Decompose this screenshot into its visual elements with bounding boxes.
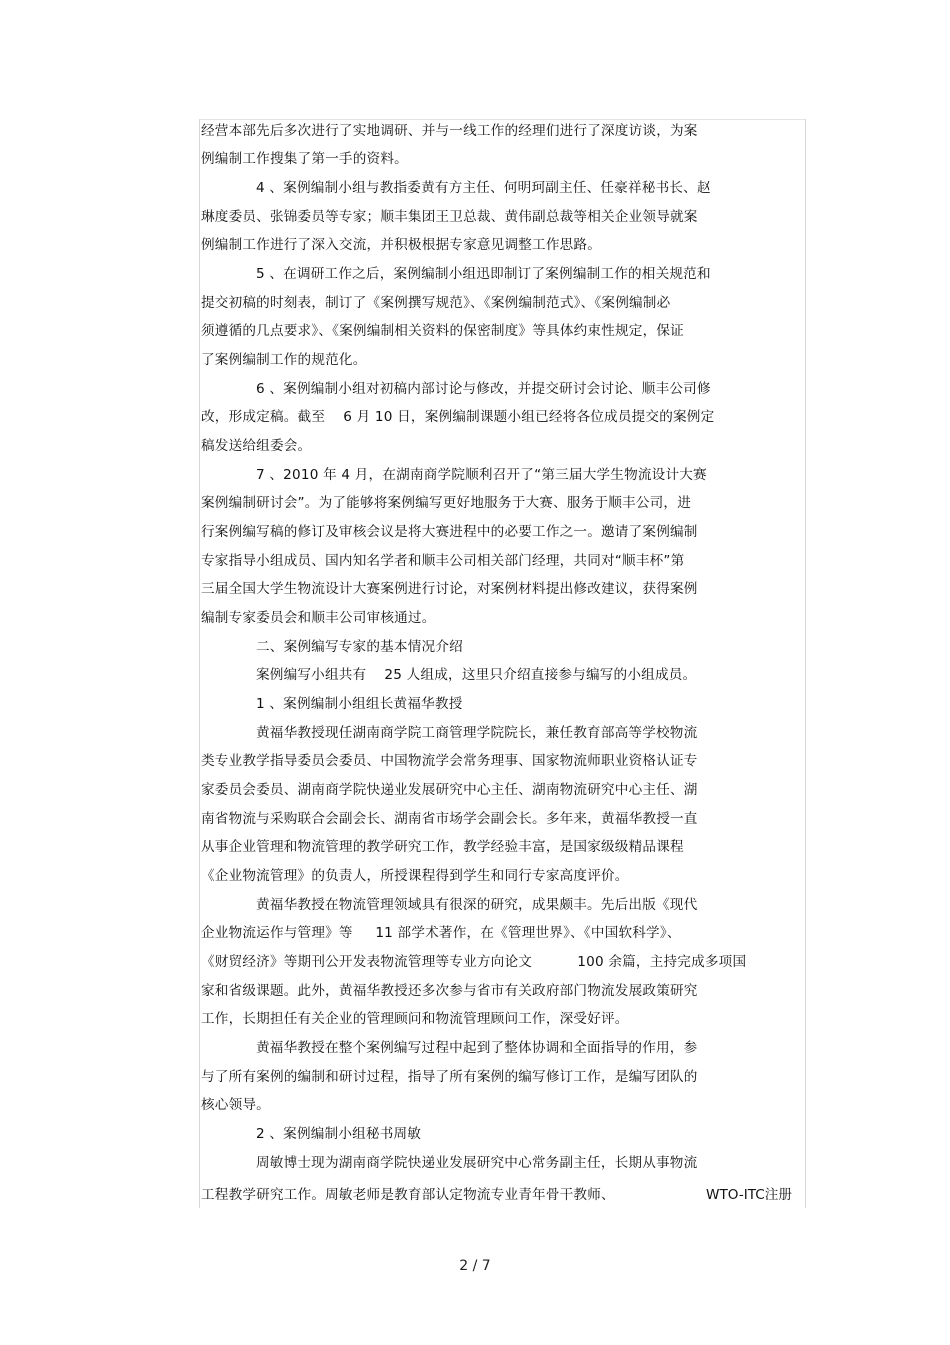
text-line: 琳度委员、张锦委员等专家；顺丰集团王卫总裁、黄伟副总裁等相关企业领导就案: [201, 209, 698, 225]
text-line: 黄福华教授在整个案例编写过程中起到了整体协调和全面指导的作用，参: [256, 1040, 698, 1056]
text-line: 例编制工作进行了深入交流，并积极根据专家意见调整工作思路。: [201, 237, 602, 253]
text-line: 提交初稿的时刻表，制订了《案例撰写规范》、《案例编制范式》、《案例编制必: [201, 295, 671, 311]
text-line: 三届全国大学生物流设计大赛案例进行讨论，对案例材料提出修改建议，获得案例: [201, 581, 698, 597]
subsection-heading: 1 、案例编制小组组长黄福华教授: [256, 696, 463, 712]
text-line: 从事企业管理和物流管理的教学研究工作，教学经验丰富，是国家级级精品课程: [201, 839, 684, 855]
section-heading: 二、案例编写专家的基本情况介绍: [256, 639, 463, 655]
text-line: 须遵循的几点要求》、《案例编制相关资料的保密制度》等具体约束性规定，保证: [201, 323, 684, 339]
text-line: 黄福华教授现任湖南商学院工商管理学院院长，兼任教育部高等学校物流: [256, 725, 698, 741]
text-line: 编制专家委员会和顺丰公司审核通过。: [201, 610, 436, 626]
text-line: 了案例编制工作的规范化。: [201, 352, 367, 368]
text-line: 专家指导小组成员、国内知名学者和顺丰公司相关部门经理，共同对“顺丰杯”第: [201, 553, 685, 569]
text-line: 家和省级课题。此外，黄福华教授还多次参与省市有关政府部门物流发展政策研究: [201, 983, 698, 999]
text-line: 类专业教学指导委员会委员、中国物流学会常务理事、国家物流师职业资格认证专: [201, 753, 698, 769]
page-number: 2 / 7: [459, 1258, 491, 1274]
text-line-tail: WTO-ITC注册: [706, 1187, 792, 1203]
text-line: 4 、案例编制小组与教指委黄有方主任、何明珂副主任、任豪祥秘书长、赵: [256, 180, 711, 196]
text-line: 周敏博士现为湖南商学院快递业发展研究中心常务副主任，长期从事物流: [256, 1155, 698, 1171]
text-line: 6 、案例编制小组对初稿内部讨论与修改，并提交研讨会讨论、顺丰公司修: [256, 381, 711, 397]
text-line: 核心领导。: [201, 1097, 270, 1113]
text-line: 案例编制研讨会”。为了能够将案例编写更好地服务于大赛、服务于顺丰公司，进: [201, 495, 692, 511]
text-line: 南省物流与采购联合会副会长、湖南省市场学会副会长。多年来，黄福华教授一直: [201, 811, 698, 827]
text-line: 改，形成定稿。截至 6 月 10 日，案例编制课题小组已经将各位成员提交的案例定: [201, 409, 715, 425]
text-line: 5 、在调研工作之后，案例编制小组迅即制订了案例编制工作的相关规范和: [256, 266, 711, 282]
text-line: 工作，长期担任有关企业的管理顾问和物流管理顾问工作，深受好评。: [201, 1011, 629, 1027]
subsection-heading: 2 、案例编制小组秘书周敏: [256, 1126, 422, 1142]
text-line: 例编制工作搜集了第一手的资料。: [201, 151, 408, 167]
text-line: 《企业物流管理》的负责人，所授课程得到学生和同行专家高度评价。: [201, 868, 629, 884]
text-line: 家委员会委员、湖南商学院快递业发展研究中心主任、湖南物流研究中心主任、湖: [201, 782, 698, 798]
text-line: 与了所有案例的编制和研讨过程，指导了所有案例的编写修订工作，是编写团队的: [201, 1069, 698, 1085]
text-line: 工程教学研究工作。周敏老师是教育部认定物流专业青年骨干教师、: [201, 1187, 615, 1203]
text-line: 稿发送给组委会。: [201, 438, 312, 454]
text-line: 行案例编写稿的修订及审核会议是将大赛进程中的必要工作之一。邀请了案例编制: [201, 524, 698, 540]
text-line: 案例编写小组共有 25 人组成，这里只介绍直接参与编写的小组成员。: [256, 667, 697, 683]
text-line: 企业物流运作与管理》等 11 部学术著作，在《管理世界》、《中国软科学》、: [201, 925, 681, 941]
text-line: 《财贸经济》等期刊公开发表物流管理等专业方向论文 100 余篇，主持完成多项国: [201, 954, 747, 970]
text-line: 7 、2010 年 4 月，在湖南商学院顺利召开了“第三届大学生物流设计大赛: [256, 467, 707, 483]
text-line: 黄福华教授在物流管理领域具有很深的研究，成果颇丰。先后出版《现代: [256, 897, 698, 913]
text-line: 经营本部先后多次进行了实地调研、并与一线工作的经理们进行了深度访谈，为案: [201, 123, 698, 139]
